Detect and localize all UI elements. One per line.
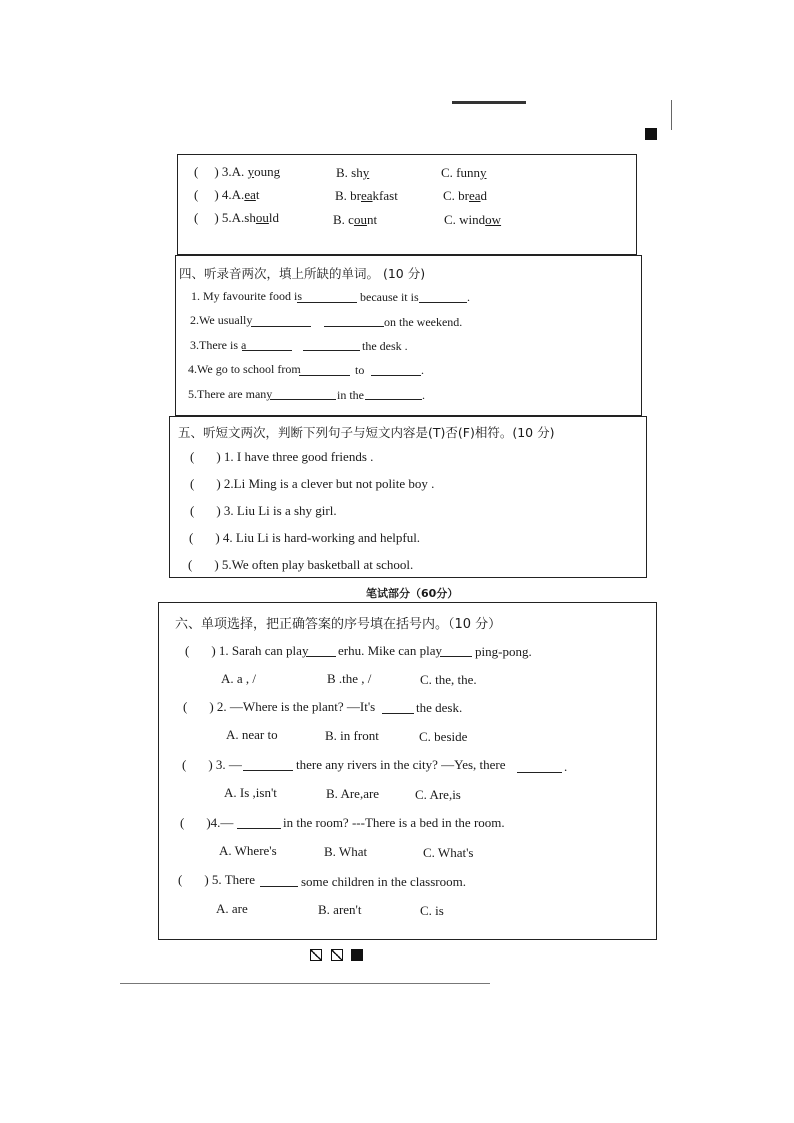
s6-q3-option-a: A. Is ,isn't — [224, 785, 277, 800]
s6-q5-end: some children in the classroom. — [301, 874, 466, 889]
s6-q4-option-a: A. Where's — [219, 843, 277, 858]
s4-item-5-end: . — [422, 388, 425, 402]
s4-item-2-end: on the weekend. — [384, 315, 463, 329]
registration-mark-hatched-1 — [310, 949, 322, 961]
s4-item-1-blank-2[interactable] — [419, 302, 467, 303]
top-scan-mark — [452, 101, 526, 104]
s6-q1-end: ping-pong. — [475, 644, 532, 659]
s6-q1: ( ) 1. Sarah can play — [185, 643, 309, 658]
s6-q5-blank-1[interactable] — [260, 886, 298, 887]
bottom-scan-line — [120, 983, 490, 984]
s6-q5: ( ) 5. There — [178, 872, 255, 887]
s6-q5-option-b: B. aren't — [318, 902, 362, 917]
s6-q3-mid: there any rivers in the city? —Yes, there — [296, 757, 506, 772]
s6-q5-option-c: C. is — [420, 903, 444, 918]
section6-heading: 六、单项选择，把正确答案的序号填在括号内。（10 分） — [175, 617, 502, 632]
s4-item-4-blank-2[interactable] — [371, 375, 421, 376]
s6-q1-option-a: A. a , / — [221, 671, 257, 686]
s3-row-4-c: C. bread — [443, 188, 488, 203]
s6-q2-option-a: A. near to — [226, 727, 278, 742]
s6-q4-blank-1[interactable] — [237, 828, 281, 829]
s4-item-5-blank-2[interactable] — [365, 399, 422, 400]
s6-q4-option-b: B. What — [324, 844, 368, 859]
s4-item-1-end: . — [467, 290, 470, 304]
s4-item-5-blank-1[interactable] — [270, 399, 336, 400]
s4-item-4-end: . — [421, 363, 424, 377]
s4-item-2-blank-1[interactable] — [251, 326, 311, 327]
top-right-vertical-mark — [671, 100, 672, 130]
registration-mark-solid — [351, 949, 363, 961]
s6-q1-option-b: B .the , / — [327, 671, 372, 686]
s6-q3: ( ) 3. — — [182, 757, 242, 772]
s4-item-2: 2.We usually — [190, 313, 253, 327]
s6-q4-option-c: C. What's — [423, 845, 474, 860]
s4-item-1-blank-1[interactable] — [297, 302, 357, 303]
s4-item-1: 1. My favourite food is — [191, 289, 302, 303]
registration-mark-hatched-2 — [331, 949, 343, 961]
s5-item-1: ( ) 1. I have three good friends . — [190, 449, 374, 464]
s6-q3-option-c: C. Are,is — [415, 787, 461, 802]
s4-item-3-blank-1[interactable] — [242, 350, 292, 351]
s5-item-3: ( ) 3. Liu Li is a shy girl. — [190, 503, 337, 518]
s4-item-3-end: the desk . — [362, 339, 408, 353]
s6-q4: ( )4.— — [180, 815, 234, 830]
s4-item-1-mid: because it is — [360, 290, 419, 304]
s3-row-3-c: C. funny — [441, 165, 487, 180]
s5-item-5: ( ) 5.We often play basketball at school. — [188, 557, 414, 572]
s4-item-5-mid: in the — [337, 388, 364, 402]
s4-item-3-blank-2[interactable] — [303, 350, 360, 351]
s4-item-5: 5.There are many — [188, 387, 273, 401]
s4-item-4-mid: to — [355, 363, 365, 377]
s6-q3-end: . — [564, 759, 568, 774]
s6-q1-blank-2[interactable] — [440, 656, 472, 657]
s6-q1-mid: erhu. Mike can play — [338, 643, 442, 658]
s6-q3-blank-1[interactable] — [243, 770, 293, 771]
s6-q2-blank-1[interactable] — [382, 713, 414, 714]
s3-row-4-b: B. breakfast — [335, 188, 398, 203]
s6-q1-option-c: C. the, the. — [420, 672, 477, 687]
s5-item-2: ( ) 2.Li Ming is a clever but not polite boy . — [190, 476, 435, 491]
corner-marker-square — [645, 128, 657, 140]
section4-heading: 四、听录音两次，填上所缺的单词。 (10 分) — [179, 266, 426, 281]
s5-item-4: ( ) 4. Liu Li is hard-working and helpful. — [189, 530, 421, 545]
s6-q3-option-b: B. Are,are — [326, 786, 380, 801]
s4-item-4: 4.We go to school from — [188, 362, 301, 376]
s6-q2: ( ) 2. —Where is the plant? —It's — [183, 699, 376, 714]
s6-q5-option-a: A. are — [216, 901, 248, 916]
s6-q3-blank-2[interactable] — [517, 772, 562, 773]
s3-row-3-b: B. shy — [336, 165, 370, 180]
s3-row-5-b: B. count — [333, 212, 378, 227]
s3-row-5: ( ) 5.A.should — [194, 210, 279, 225]
s3-row-5-c: C. window — [444, 212, 502, 227]
s3-row-4: ( ) 4.A.eat — [194, 187, 260, 202]
section5-heading: 五、听短文两次，判断下列句子与短文内容是(T)否(F)相符。(10 分) — [178, 425, 555, 440]
s6-q4-end: in the room? ---There is a bed in the room. — [283, 815, 505, 830]
s6-q2-option-c: C. beside — [419, 729, 468, 744]
written-part-title: 笔试部分（60分） — [366, 587, 459, 600]
s4-item-3: 3.There is a — [190, 338, 247, 352]
s6-q2-end: the desk. — [416, 700, 463, 715]
s6-q1-blank-1[interactable] — [306, 656, 336, 657]
s4-item-4-blank-1[interactable] — [299, 375, 350, 376]
s4-item-2-blank-2[interactable] — [324, 326, 384, 327]
s3-row-3: ( ) 3.A. young — [194, 164, 281, 179]
s6-q2-option-b: B. in front — [325, 728, 379, 743]
